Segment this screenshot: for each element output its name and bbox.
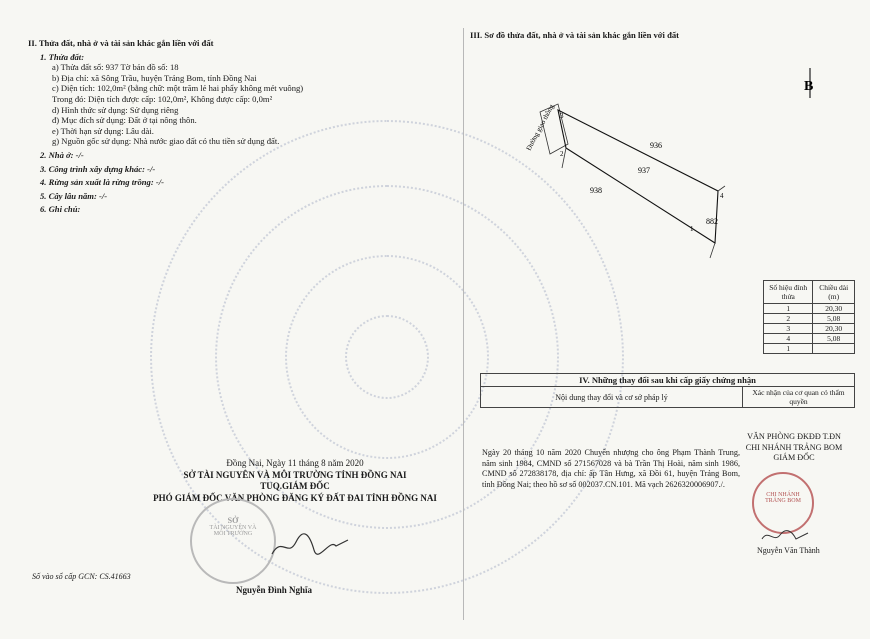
land-line: Trong đó: Diện tích được cấp: 102,0m², Không được cấp: 0,0m² (52, 93, 273, 104)
table-row (764, 334, 855, 344)
change-entry: Ngày 20 tháng 10 năm 2020 Chuyển nhượng cho ông Phạm Thành Trung, năm sinh 1984, CMND số 271567028 và bà Trần Thị Hoài, năm sinh 1986, CMND số 272838178, địa chỉ: ấp Tân Hưng, xã Đồi 61, huyện Trảng Bom, tỉnh Đồng Nai; theo hồ sơ số 002037.CN.101. Mã vạch 2626320006907./. (482, 448, 740, 489)
left-signature-block (140, 458, 450, 504)
section-3-title: III. Sơ đồ thửa đất, nhà ở và tài sản khác gắn liền với đất (470, 30, 680, 40)
vertex-cell: 1 (764, 304, 813, 314)
section-2-title: II. Thửa đất, nhà ở và tài sản khác gắn liền với đất (28, 38, 214, 48)
seal-text: SỞ (227, 516, 239, 525)
table-row (764, 344, 855, 354)
vertex-cell: 3 (764, 324, 813, 334)
length-cell (813, 344, 855, 354)
changes-table (480, 373, 855, 408)
road-label: Đường giao thông (524, 103, 556, 152)
left-page (28, 38, 453, 215)
lengths-header-length: Chiều dài (m) (813, 281, 855, 304)
land-line: c) Diện tích: 102,0m² (bằng chữ: một trăm lẻ hai phẩy không mét vuông) (52, 83, 304, 94)
vertex-1: 1 (690, 225, 694, 233)
seal-text: TRẢNG BOM (765, 498, 801, 504)
right-page (470, 30, 855, 44)
table-row (764, 304, 855, 314)
parcel-936-label: 936 (650, 141, 662, 150)
branch-seal (752, 472, 814, 534)
land-line: d) Hình thức sử dụng: Sử dụng riêng (52, 104, 179, 115)
right-signer-name: Nguyễn Văn Thành (757, 546, 820, 555)
north-symbol: B (804, 79, 814, 94)
agency-name: SỞ TÀI NGUYÊN VÀ MÔI TRƯỜNG TỈNH ĐỒNG NAI (183, 469, 407, 480)
plot-937-outline (558, 110, 718, 243)
north-arrow-icon (804, 68, 813, 98)
length-cell: 20,30 (813, 304, 855, 314)
changes-col-authority: Xác nhận của cơ quan có thẩm quyền (743, 387, 855, 408)
edge-lengths-table (763, 280, 855, 354)
seal-text: MÔI TRƯỜNG (213, 531, 253, 537)
vertex-cell: 2 (764, 314, 813, 324)
seal-text: CHI NHÁNH (766, 492, 800, 498)
length-cell: 5,08 (813, 314, 855, 324)
certificate-serial: Số vào sổ cấp GCN: CS.41663 (32, 572, 131, 581)
construction-item: 3. Công trình xây dựng khác: -/- (40, 163, 156, 174)
vertex-cell: 4 (764, 334, 813, 344)
right-agency-block (728, 432, 860, 464)
land-line: đ) Mục đích sử dụng: Đất ở tại nông thôn. (52, 115, 197, 126)
length-cell: 5,08 (813, 334, 855, 344)
land-line: b) Địa chỉ: xã Sông Trầu, huyện Trảng Bom, tỉnh Đồng Nai (52, 72, 257, 83)
forest-item: 4. Rừng sản xuất là rừng trồng: -/- (40, 177, 164, 188)
vertex-4: 4 (720, 192, 724, 200)
house-item: 2. Nhà ở: -/- (40, 149, 84, 160)
notes-item: 6. Ghi chú: (40, 204, 81, 215)
page-fold (463, 28, 464, 620)
issue-date: Đồng Nai, Ngày 11 tháng 8 năm 2020 (226, 458, 364, 468)
land-line: e) Thời hạn sử dụng: Lâu dài. (52, 125, 154, 136)
vertex-2: 2 (560, 150, 564, 158)
parcel-937-label: 937 (638, 166, 650, 175)
changes-col-content: Nội dung thay đổi và cơ sở pháp lý (481, 387, 743, 408)
signature-scribble (270, 532, 350, 560)
land-title: 1. Thửa đất: (40, 51, 85, 62)
land-line: g) Nguồn gốc sử dụng: Nhà nước giao đất có thu tiền sử dụng đất. (52, 136, 280, 147)
length-cell: 20,30 (813, 324, 855, 334)
authorization-title: TUQ.GIÁM ĐỐC (260, 481, 330, 491)
land-line: a) Thửa đất số: 937 Tờ bản đồ số: 18 (52, 62, 179, 73)
perennial-item: 5. Cây lâu năm: -/- (40, 190, 108, 201)
parcel-882-label: 882 (706, 217, 718, 226)
official-seal (190, 498, 276, 584)
seal-text: TÀI NGUYÊN VÀ (209, 525, 257, 531)
watermark-ring (345, 315, 429, 399)
left-signer-name: Nguyễn Đình Nghĩa (236, 585, 313, 595)
lengths-header-vertex: Số hiệu đỉnh thửa (764, 281, 813, 304)
parcel-938-label: 938 (590, 186, 602, 195)
right-agency-line: CHI NHÁNH TRẢNG BOM (745, 442, 843, 452)
plot-diagram (470, 48, 855, 288)
right-agency-title: GIÁM ĐỐC (773, 453, 815, 462)
vertex-3: 3 (560, 112, 564, 120)
signature-scribble (760, 527, 810, 545)
signer-position: PHÓ GIÁM ĐỐC VĂN PHÒNG ĐĂNG KÝ ĐẤT ĐAI TỈNH ĐỒNG NAI (153, 492, 437, 503)
table-row (764, 324, 855, 334)
right-agency-line: VĂN PHÒNG ĐKĐĐ T.ĐN (747, 432, 841, 441)
section-4-title: IV. Những thay đổi sau khi cấp giấy chứng nhận (481, 374, 855, 387)
table-row (764, 314, 855, 324)
vertex-cell: 1 (764, 344, 813, 354)
